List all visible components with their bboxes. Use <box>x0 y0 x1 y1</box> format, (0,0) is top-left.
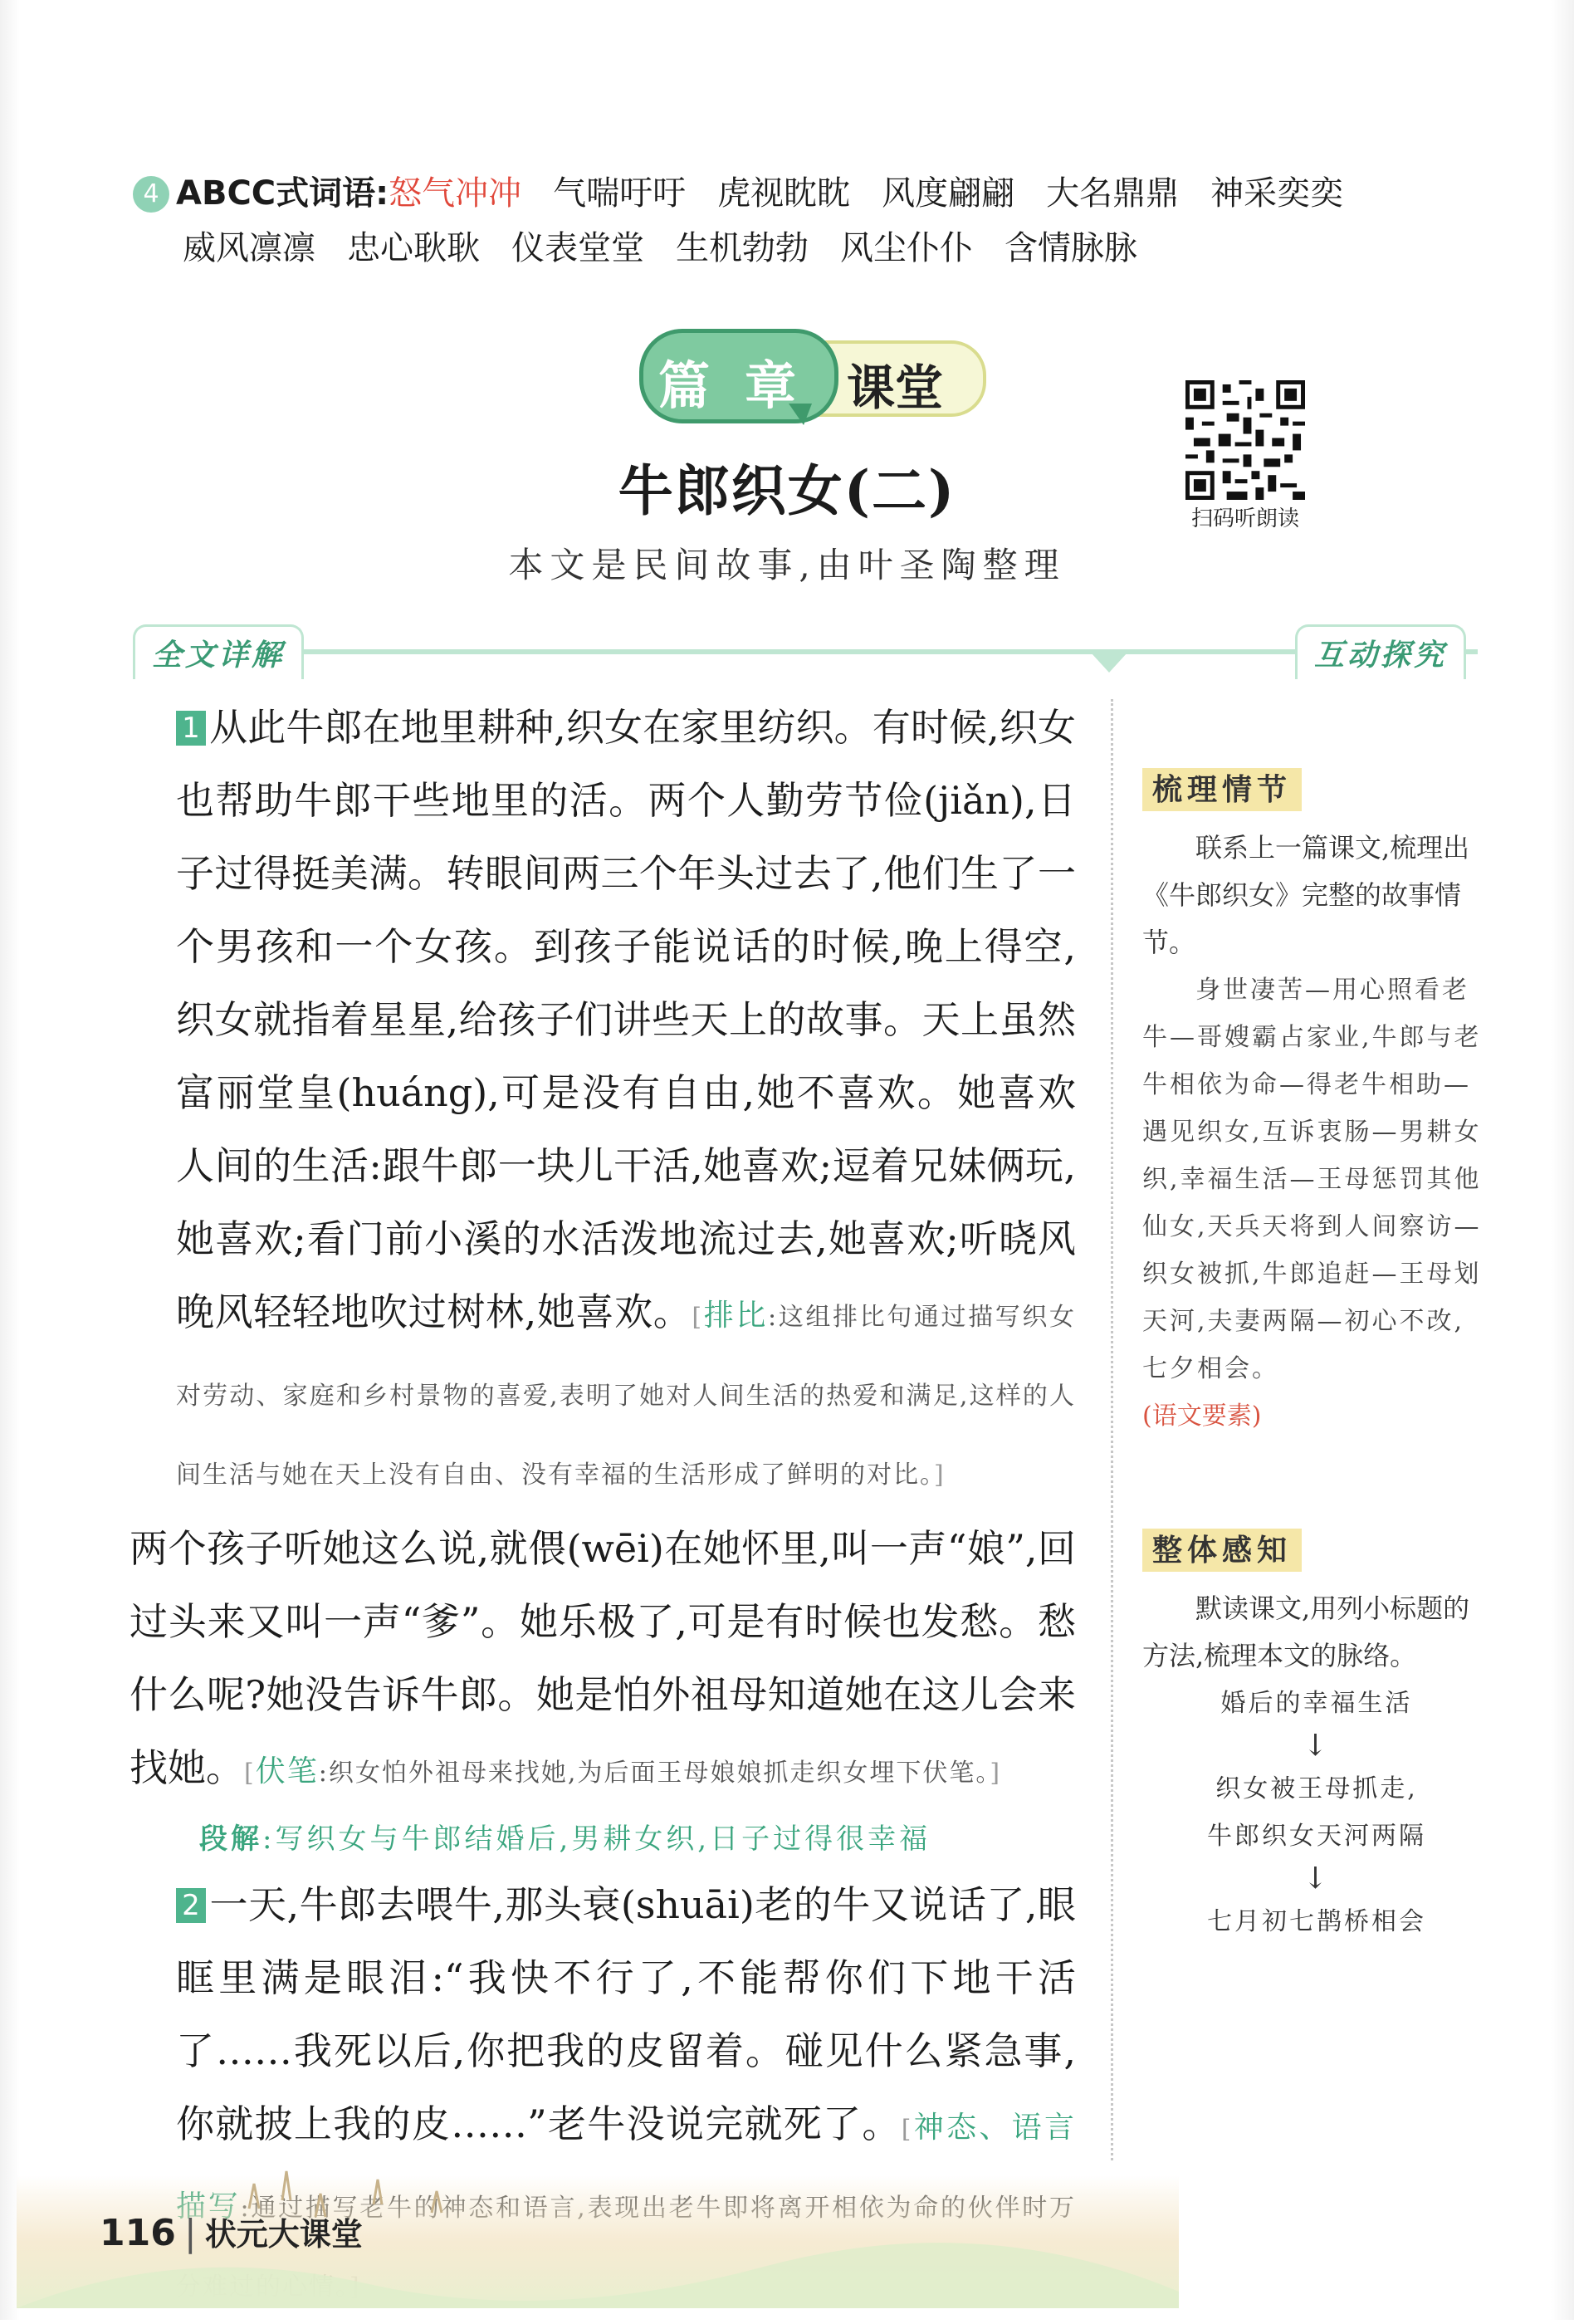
vocab-word: 生机勃勃 <box>676 229 809 267</box>
summary-text: :写织女与牛郎结婚后,男耕女织,日子过得很幸福 <box>262 1823 931 1856</box>
side-answer-plot: 身世凄苦—用心照看老牛—哥嫂霸占家业,牛郎与老牛相依为命—得老牛相助—遇见织女,互诉衷肠—男耕女织,幸福生活—王母惩罚其他仙女,天兵天将到人间察访—织女被抓,牛郎追赶—王母划天河,夫妻两隔—初心不改,七夕相会。 <box>1142 976 1482 1383</box>
vocab-word: 含情脉脉 <box>1005 229 1137 267</box>
paragraph-number: 2 <box>176 1888 206 1923</box>
paragraph-2-text: 一天,牛郎去喂牛,那头衰(shuāi)老的牛又说话了,眼眶里满是眼泪:“我快不行了,不能帮你们下地干活了……我死以后,你把我的皮留着。碰见什么紧急事,你就披上我的皮……”老牛没说完就死了。 <box>176 1882 1076 2146</box>
vocab-block <box>133 166 1428 276</box>
summary-tag: 段解 <box>199 1823 262 1856</box>
annotation-tag: 神态、语言 <box>912 2111 1076 2145</box>
badge-char-1: 篇 <box>658 355 711 416</box>
side-box-plot <box>1142 767 1491 1440</box>
main-text-column <box>130 691 1076 2324</box>
paragraph-1-text: 从此牛郎在地里耕种,织女在家里纺织。有时候,织女也帮助牛郎干些地里的活。两个人勤劳节俭(jiǎn),日子过得挺美满。转眼间两三个年头过去了,他们生了一个男孩和一个女孩。到孩子能说话的时候,晚上得空,织女就指着星星,给孩子们讲些天上的故事。天上虽然富丽堂皇(huáng),可是没有自由,她不喜欢。她喜欢人间的生活:跟牛郎一块儿干活,她喜欢;逗着兄妹俩玩,她喜欢;看门前小溪的水活泼地流过去,她喜欢;听晓风晚风轻轻地吹过树林,她喜欢。 <box>176 705 1076 1334</box>
vocab-row-1 <box>133 166 1428 221</box>
side-tag-plot: (语文要素) <box>1142 1402 1262 1431</box>
vocab-word: 威风凛凛 <box>183 229 315 267</box>
side-box-overview <box>1142 1528 1491 1945</box>
section-tab-full-text: 全文详解 <box>133 624 304 679</box>
paragraph-1-text-2: 两个孩子听她这么说,就偎(wēi)在她怀里,叫一声“娘”,回过头来又叫一声“爹”。她乐极了,可是有时候也发愁。愁什么呢?她没告诉牛郎。她是怕外祖母知道她在这儿会来找她。 <box>130 1526 1076 1790</box>
side-heading-plot: 梳理情节 <box>1142 768 1302 811</box>
vocab-word: 风尘仆仆 <box>840 229 973 267</box>
footer-separator: | <box>183 2212 197 2254</box>
annotation-text: :这组排比句通过描写织女对劳动、家庭和乡村景物的喜爱,表明了她对人间生活的热爱和满足,这样的人间生活与她在天上没有自由、没有幸福的生活形成了鲜明的对比。 <box>176 1303 1076 1490</box>
outline-step: 婚后的幸福生活 <box>1220 1689 1413 1718</box>
section-divider-notch <box>1091 653 1127 673</box>
section-divider-line <box>133 649 1478 654</box>
annotation-text: :织女怕外祖母来找她,为后面王母娘娘抓走织女埋下伏笔。 <box>318 1759 990 1788</box>
outline-step: 七月初七鹊桥相会 <box>1207 1907 1426 1936</box>
side-question-overview: 默读课文,用列小标题的方法,梳理本文的脉络。 <box>1142 1593 1470 1671</box>
vocab-word: 气喘吁吁 <box>553 174 687 213</box>
vocab-word: 神采奕奕 <box>1210 174 1344 213</box>
annotation-parallelism: [排比:这组排比句通过描写织女对劳动、家庭和乡村景物的喜爱,表明了她对人间生活的热爱和满足,这样的人间生活与她在天上没有自由、没有幸福的生活形成了鲜明的对比。] <box>176 1299 1076 1490</box>
badge-bubble-tail <box>789 404 812 425</box>
arrow-down-icon: ↓ <box>1303 1729 1331 1763</box>
vocab-word: 大名鼎鼎 <box>1046 174 1180 213</box>
outline-step: 织女被王母抓走, <box>1215 1774 1418 1803</box>
annotation-foreshadowing: [伏笔:织女怕外祖母来找她,为后面王母娘娘抓走织女埋下伏笔。] <box>244 1754 1002 1788</box>
vocab-word: 仪表堂堂 <box>511 229 644 267</box>
chapter-badge <box>639 324 988 423</box>
vocab-first-word: 怒气冲冲 <box>389 174 522 213</box>
vocab-number-badge: 4 <box>133 176 169 213</box>
side-question-plot: 联系上一篇课文,梳理出《牛郎织女》完整的故事情节。 <box>1142 832 1470 958</box>
paragraph-summary <box>130 1810 1076 1868</box>
qr-caption: 扫码听朗读 <box>1190 506 1299 531</box>
vocab-word: 虎视眈眈 <box>717 174 851 213</box>
lesson-title: 牛郎织女(二) <box>618 458 956 523</box>
paragraph-1 <box>130 691 1076 1512</box>
badge-char-2: 章 <box>745 355 797 416</box>
column-divider <box>1111 699 1113 2160</box>
vocab-row-2 <box>133 221 1428 276</box>
outline-flow <box>1142 1680 1491 1945</box>
annotation-description: [神态、语言 <box>176 2115 1076 2302</box>
side-heading-overview: 整体感知 <box>1142 1529 1302 1572</box>
vocab-label: ABCC式词语: <box>176 174 389 213</box>
arrow-down-icon: ↓ <box>1303 1862 1331 1896</box>
badge-label: 课堂 <box>847 360 944 416</box>
paragraph-1-continued <box>130 1512 1076 1810</box>
page-number: 116 <box>100 2212 176 2254</box>
vocab-word: 风度翩翩 <box>882 174 1015 213</box>
annotation-tag: 排比 <box>703 1299 768 1333</box>
annotation-tag: 伏笔 <box>255 1754 319 1788</box>
section-tab-interactive: 互动探究 <box>1295 624 1466 679</box>
outline-step: 牛郎织女天河两隔 <box>1207 1822 1426 1851</box>
lesson-subtitle: 本文是民间故事,由叶圣陶整理 <box>508 545 1066 585</box>
paragraph-number: 1 <box>176 711 206 746</box>
page-footer <box>100 2209 363 2254</box>
vocab-word: 忠心耿耿 <box>347 229 480 267</box>
footer-brand: 状元大课堂 <box>204 2215 363 2253</box>
